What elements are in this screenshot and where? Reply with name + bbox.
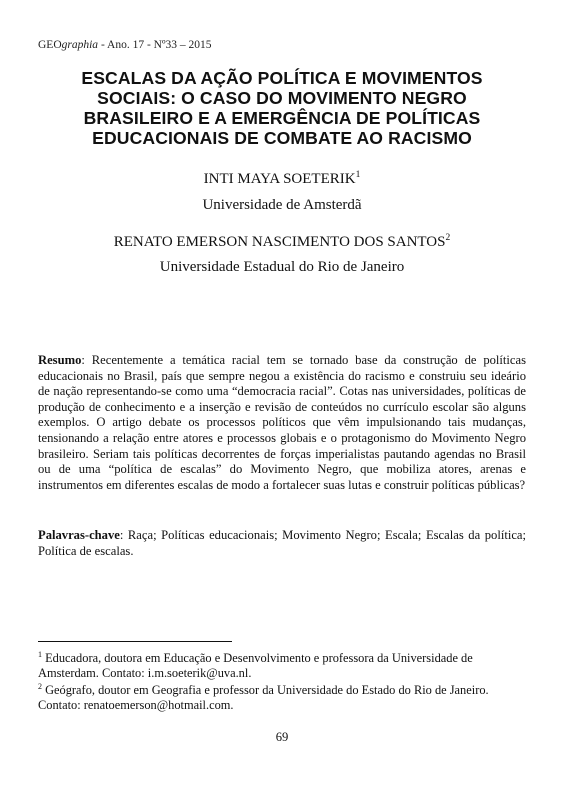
issue-info: - Ano. 17 - Nº33 – 2015 — [98, 39, 212, 51]
footnote-ref-1[interactable]: 1 — [355, 170, 361, 180]
author-name-2 — [0, 233, 564, 251]
author-affiliation-2: Universidade Estadual do Rio de Janeiro — [159, 259, 405, 275]
author-name: RENATO EMERSON NASCIMENTO DOS SANTOS — [113, 234, 446, 250]
footnote-mark: 2 — [38, 681, 42, 691]
keywords — [38, 528, 526, 559]
running-header — [38, 38, 212, 52]
paper-title — [60, 68, 504, 148]
keywords-text: : Raça; Políticas educacionais; Movimento Negro; Escala; Escalas da política; Política de escalas. — [38, 528, 526, 558]
abstract — [38, 353, 526, 493]
author-affiliation-1: Universidade de Amsterdã — [202, 197, 362, 213]
footnote-2 — [38, 683, 526, 714]
footnote-text: Geógrafo, doutor em Geografia e professor da Universidade do Estado do Rio de Janeiro. Contato: renatoemerson@hotmail.com. — [38, 683, 489, 713]
footnote-text: Educadora, doutora em Educação e Desenvolvimento e professora da Universidade de Amsterdam. Contato: i.m.soeterik@uva.nl. — [38, 651, 473, 681]
abstract-text: : Recentemente a temática racial tem se tornado base da construção de políticas educacionais no Brasil, país que sempre negou a existência do racismo e construiu seu ideário de nação representando-se como uma “democracia racial”. Cotas nas universidades, políticas de produção de conhecimento e a inserção e revisão de conteúdos no currículo escolar são alguns exemplos. O artigo debate os processos políticos que vêm impulsionando tais mudanças, tensionando a relação entre atores e processos globais e o protagonismo do Movimento Negro brasileiro. Seriam tais políticas decorrentes de forças imperialistas pautando agendas no Brasil ou de uma “política de escalas” do Movimento Negro, que mobiliza atores, arenas e instrumentos em diferentes escalas de modo a fortalecer suas lutas e construir políticas públicas? — [38, 353, 526, 492]
keywords-label: Palavras-chave — [38, 528, 120, 542]
journal-name-italic: graphia — [61, 39, 99, 51]
journal-name-prefix: GEO — [38, 39, 62, 51]
title-line: SOCIAIS: O CASO DO MOVIMENTO NEGRO — [97, 88, 467, 108]
author-name-1 — [0, 170, 564, 188]
page-number: 69 — [275, 730, 289, 744]
title-line: ESCALAS DA AÇÃO POLÍTICA E MOVIMENTOS — [81, 68, 483, 88]
author-name: INTI MAYA SOETERIK — [203, 171, 356, 187]
title-line: EDUCACIONAIS DE COMBATE AO RACISMO — [92, 128, 472, 148]
footnote-1 — [38, 651, 526, 682]
footnote-ref-2[interactable]: 2 — [445, 233, 451, 243]
footnote-separator — [38, 641, 232, 642]
title-line: BRASILEIRO E A EMERGÊNCIA DE POLÍTICAS — [83, 108, 481, 128]
abstract-label: Resumo — [38, 353, 82, 367]
footnote-mark: 1 — [38, 649, 42, 659]
